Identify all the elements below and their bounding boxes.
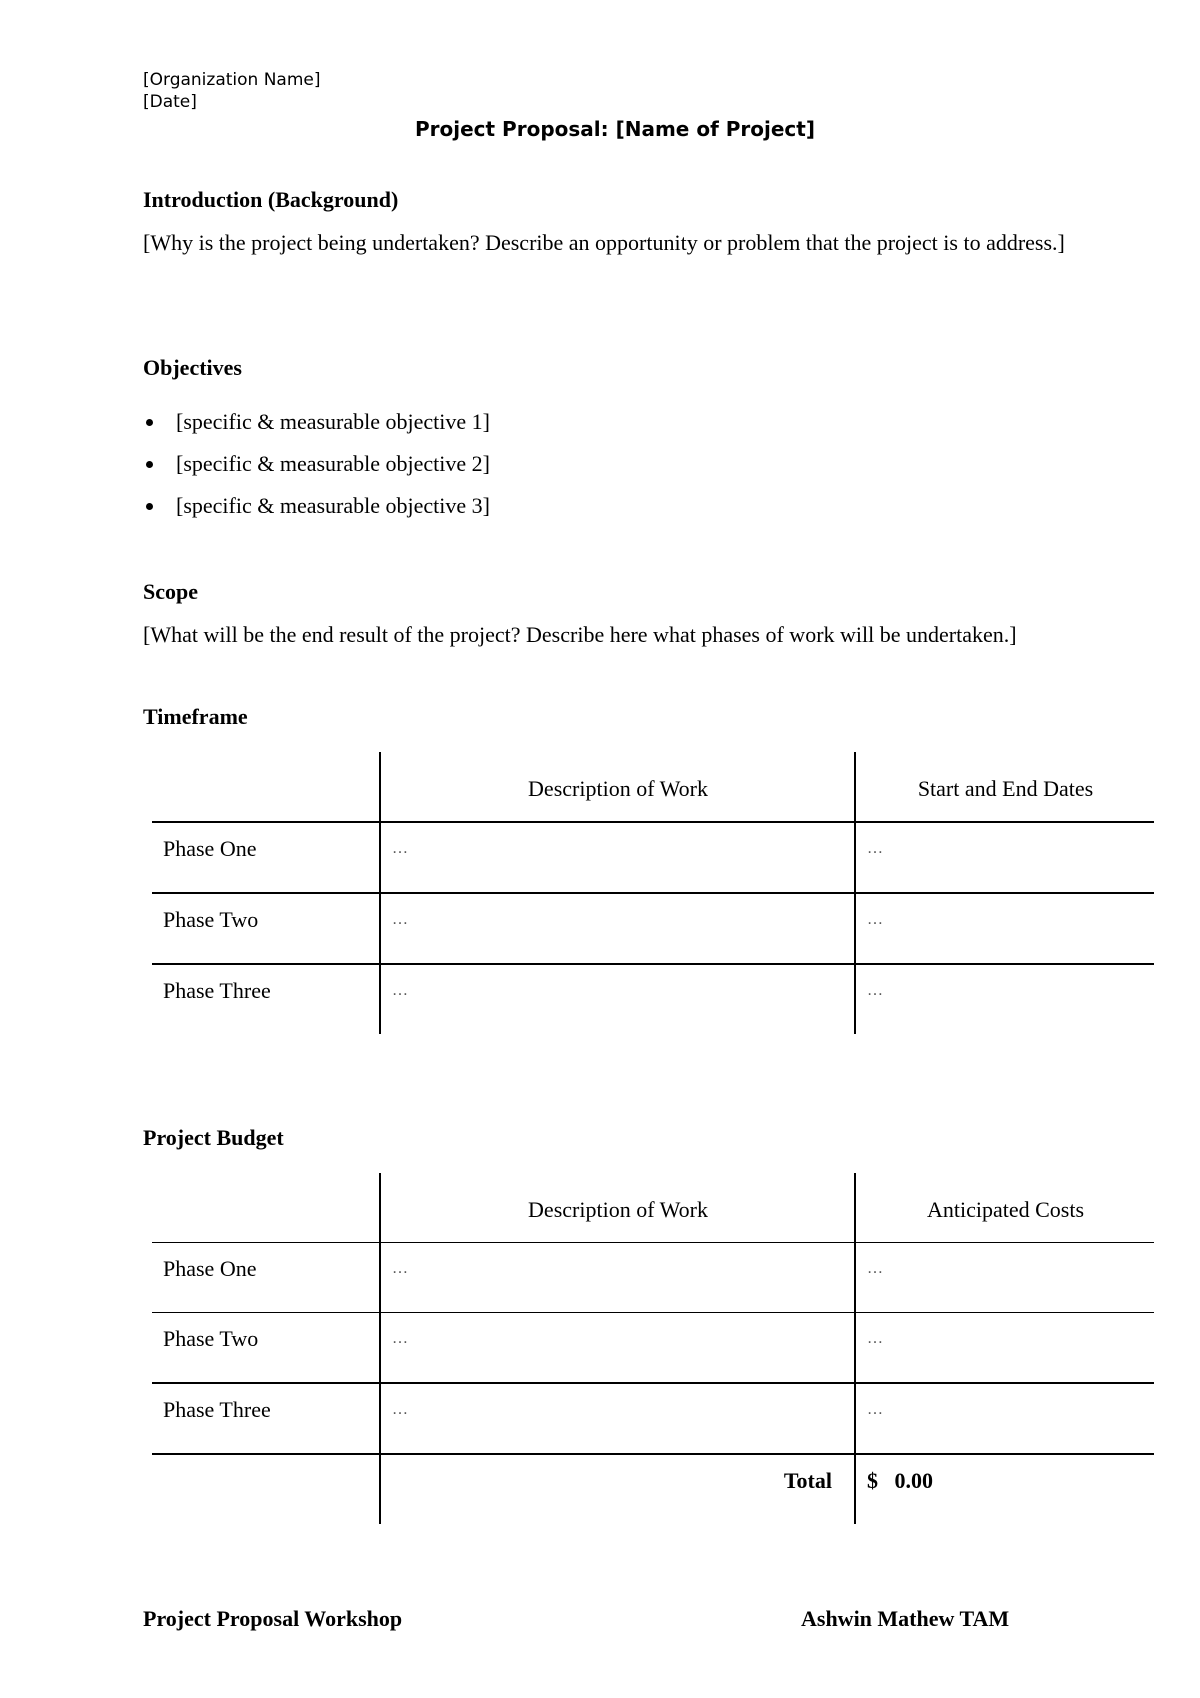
table-header-row: [152, 752, 1154, 822]
header-cell: Start and End Dates: [917, 776, 1094, 801]
description-cell: …: [392, 840, 409, 857]
cost-cell: …: [867, 1330, 884, 1347]
table-row: [152, 822, 1154, 893]
dates-cell: …: [867, 911, 884, 928]
description-cell: …: [392, 1260, 409, 1277]
empty-cell: [152, 1455, 379, 1467]
table-row: [152, 893, 1154, 964]
bullet-icon: [146, 419, 153, 426]
phase-label: Phase Three: [163, 978, 271, 1003]
cost-cell: …: [867, 1401, 884, 1418]
objective-item: [143, 443, 490, 485]
introduction-heading: Introduction (Background): [143, 187, 399, 212]
phase-label: Phase One: [163, 836, 257, 861]
scope-heading: Scope: [143, 579, 198, 604]
header-cell: [152, 752, 379, 775]
budget-table: [152, 1173, 1154, 1524]
table-header-row: [152, 1173, 1154, 1243]
table-row: [152, 1313, 1154, 1384]
timeframe-heading: Timeframe: [143, 704, 248, 729]
footer-left: Project Proposal Workshop: [143, 1606, 403, 1631]
budget-heading: Project Budget: [143, 1125, 284, 1150]
bullet-icon: [146, 461, 153, 468]
dates-cell: …: [867, 840, 884, 857]
objective-text: [specific & measurable objective 3]: [176, 493, 490, 518]
table-row: [152, 1383, 1154, 1454]
footer-right: Ashwin Mathew TAM: [801, 1606, 1010, 1631]
header-cell: Description of Work: [528, 776, 708, 801]
table-row: [152, 964, 1154, 1034]
description-cell: …: [392, 982, 409, 999]
phase-label: Phase Three: [163, 1397, 271, 1422]
objective-text: [specific & measurable objective 2]: [176, 451, 490, 476]
introduction-text: [Why is the project being undertaken? Describe an opportunity or problem that the project is to address.]: [143, 230, 1065, 255]
header-cell: [152, 1173, 379, 1196]
total-row: [152, 1454, 1154, 1524]
objective-text: [specific & measurable objective 1]: [176, 409, 490, 434]
description-cell: …: [392, 1401, 409, 1418]
objectives-heading: Objectives: [143, 355, 242, 380]
document-title: Project Proposal: [Name of Project]: [415, 117, 815, 141]
total-value: $ 0.00: [867, 1468, 933, 1493]
phase-label: Phase Two: [163, 1326, 259, 1351]
dates-cell: …: [867, 982, 884, 999]
bullet-icon: [146, 503, 153, 510]
description-cell: …: [392, 1330, 409, 1347]
table-row: [152, 1243, 1154, 1313]
total-label: Total: [783, 1468, 832, 1493]
document-date: [Date]: [143, 92, 197, 112]
objectives-list: [143, 401, 490, 527]
objective-item: [143, 485, 490, 527]
timeframe-table: [152, 752, 1154, 1034]
scope-text: [What will be the end result of the project? Describe here what phases of work will be undertaken.]: [143, 622, 1017, 647]
header-cell: Anticipated Costs: [926, 1197, 1085, 1222]
objective-item: [143, 401, 490, 443]
header-cell: Description of Work: [528, 1197, 708, 1222]
phase-label: Phase One: [163, 1256, 257, 1281]
phase-label: Phase Two: [163, 907, 259, 932]
cost-cell: …: [867, 1260, 884, 1277]
description-cell: …: [392, 911, 409, 928]
organization-name: [Organization Name]: [143, 70, 321, 90]
